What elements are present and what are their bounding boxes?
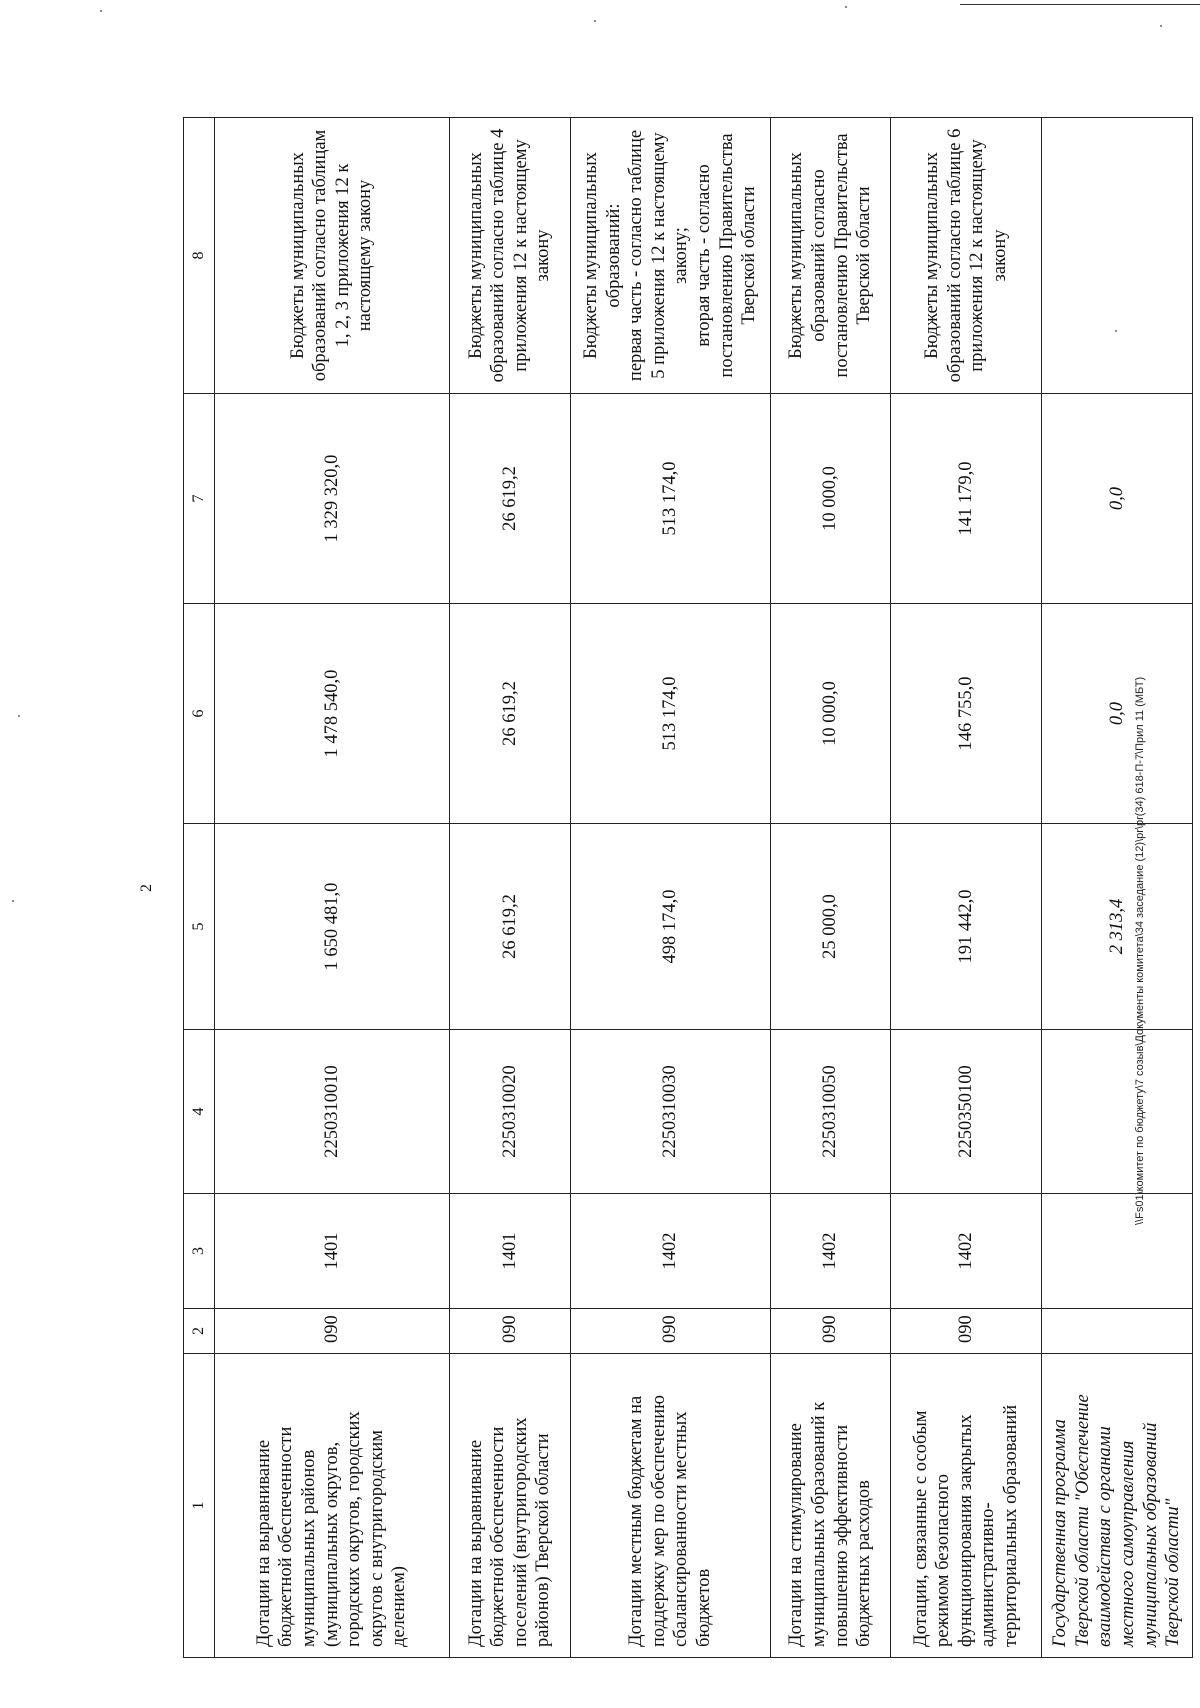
amount-col7: 0,0 [1041, 394, 1192, 604]
recipient-note: Бюджеты муниципальных образований: первая часть - согласно таблице 5 приложения 12 к настоящему закону; вторая часть - согласно постановлению Правительства Тверской области [571, 118, 771, 394]
top-edge-line [960, 4, 1200, 5]
scan-speck [18, 715, 20, 717]
target-article-code: 2250310020 [449, 1030, 571, 1194]
column-header: 3 [184, 1194, 215, 1309]
target-article-code: 2250310050 [770, 1030, 891, 1194]
amount-col7: 26 619,2 [449, 394, 571, 604]
table-row [1041, 118, 1192, 1658]
row-name: Дотации на выравнивание бюджетной обеспеченности поселений (внутригородских районов) Тверской области [449, 1354, 571, 1658]
amount-col6: 26 619,2 [449, 604, 571, 824]
column-header: 5 [184, 824, 215, 1030]
column-header: 2 [184, 1309, 215, 1354]
table-row [891, 118, 1042, 1658]
file-path-text: \\Fs01\комитет по бюджету\7 созыв\Документы комитета\34 заседание (12)\pr\pr(34) 618-П-7\Прил 11 (МБТ) [1134, 676, 1146, 1225]
section-code: 1401 [215, 1194, 450, 1309]
amount-col7: 1 329 320,0 [215, 394, 450, 604]
amount-col6: 146 755,0 [891, 604, 1042, 824]
table-row [215, 118, 450, 1658]
admin-code [1041, 1309, 1192, 1354]
table-row [770, 118, 891, 1658]
recipient-note: Бюджеты муниципальных образований согласно таблице 6 приложения 12 к настоящему закону [891, 118, 1042, 394]
amount-col7: 10 000,0 [770, 394, 891, 604]
admin-code: 090 [571, 1309, 771, 1354]
target-article-code: 2250350100 [891, 1030, 1042, 1194]
rotated-page [123, 118, 1200, 1658]
page-number: 2 [138, 884, 155, 892]
amount-col5: 26 619,2 [449, 824, 571, 1030]
amount-col5: 1 650 481,0 [215, 824, 450, 1030]
amount-col7: 141 179,0 [891, 394, 1042, 604]
section-code: 1402 [770, 1194, 891, 1309]
table-row [571, 118, 771, 1658]
section-code [1041, 1194, 1192, 1309]
admin-code: 090 [215, 1309, 450, 1354]
scan-speck [100, 10, 102, 12]
amount-col5: 191 442,0 [891, 824, 1042, 1030]
column-header: 6 [184, 604, 215, 824]
row-name: Дотации, связанные с особым режимом безопасного функционирования закрытых административно-территориальных образований [891, 1354, 1042, 1658]
table-row [449, 118, 571, 1658]
scan-speck [594, 20, 596, 22]
scan-speck [845, 6, 847, 8]
row-name: Дотации на стимулирование муниципальных образований к повышению эффективности бюджетных расходов [770, 1354, 891, 1658]
amount-col5: 2 313,4 [1041, 824, 1192, 1030]
column-header: 7 [184, 394, 215, 604]
amount-col6: 10 000,0 [770, 604, 891, 824]
admin-code: 090 [770, 1309, 891, 1354]
section-code: 1401 [449, 1194, 571, 1309]
amount-col6: 0,0 [1041, 604, 1192, 824]
target-article-code [1041, 1030, 1192, 1194]
amount-col6: 513 174,0 [571, 604, 771, 824]
target-article-code: 2250310030 [571, 1030, 771, 1194]
column-header: 8 [184, 118, 215, 394]
amount-col7: 513 174,0 [571, 394, 771, 604]
amount-col5: 498 174,0 [571, 824, 771, 1030]
section-code: 1402 [571, 1194, 771, 1309]
recipient-note: Бюджеты муниципальных образований согласно постановлению Правительства Тверской области [770, 118, 891, 394]
column-header: 1 [184, 1354, 215, 1658]
target-article-code: 2250310010 [215, 1030, 450, 1194]
amount-col6: 1 478 540,0 [215, 604, 450, 824]
budget-allocation-table [183, 117, 1193, 1658]
scan-speck [12, 900, 14, 902]
row-name: Государственная программа Тверской области "Обеспечение взаимодействия с органами местного самоуправления муниципальных образований Тверской области" [1041, 1354, 1192, 1658]
section-code: 1402 [891, 1194, 1042, 1309]
row-name: Дотации местным бюджетам на поддержку мер по обеспечению сбалансированности местных бюджетов [571, 1354, 771, 1658]
column-number-row [184, 118, 215, 1658]
admin-code: 090 [449, 1309, 571, 1354]
admin-code: 090 [891, 1309, 1042, 1354]
scan-speck [1160, 25, 1162, 27]
recipient-note: Бюджеты муниципальных образований согласно таблицам 1, 2, 3 приложения 12 к настоящему закону [215, 118, 450, 394]
recipient-note: Бюджеты муниципальных образований согласно таблице 4 приложения 12 к настоящему закону [449, 118, 571, 394]
row-name: Дотации на выравнивание бюджетной обеспеченности муниципальных районов (муниципальных округов, городских округов, городских округов с внутригородским делением) [215, 1354, 450, 1658]
amount-col5: 25 000,0 [770, 824, 891, 1030]
column-header: 4 [184, 1030, 215, 1194]
recipient-note [1041, 118, 1192, 394]
